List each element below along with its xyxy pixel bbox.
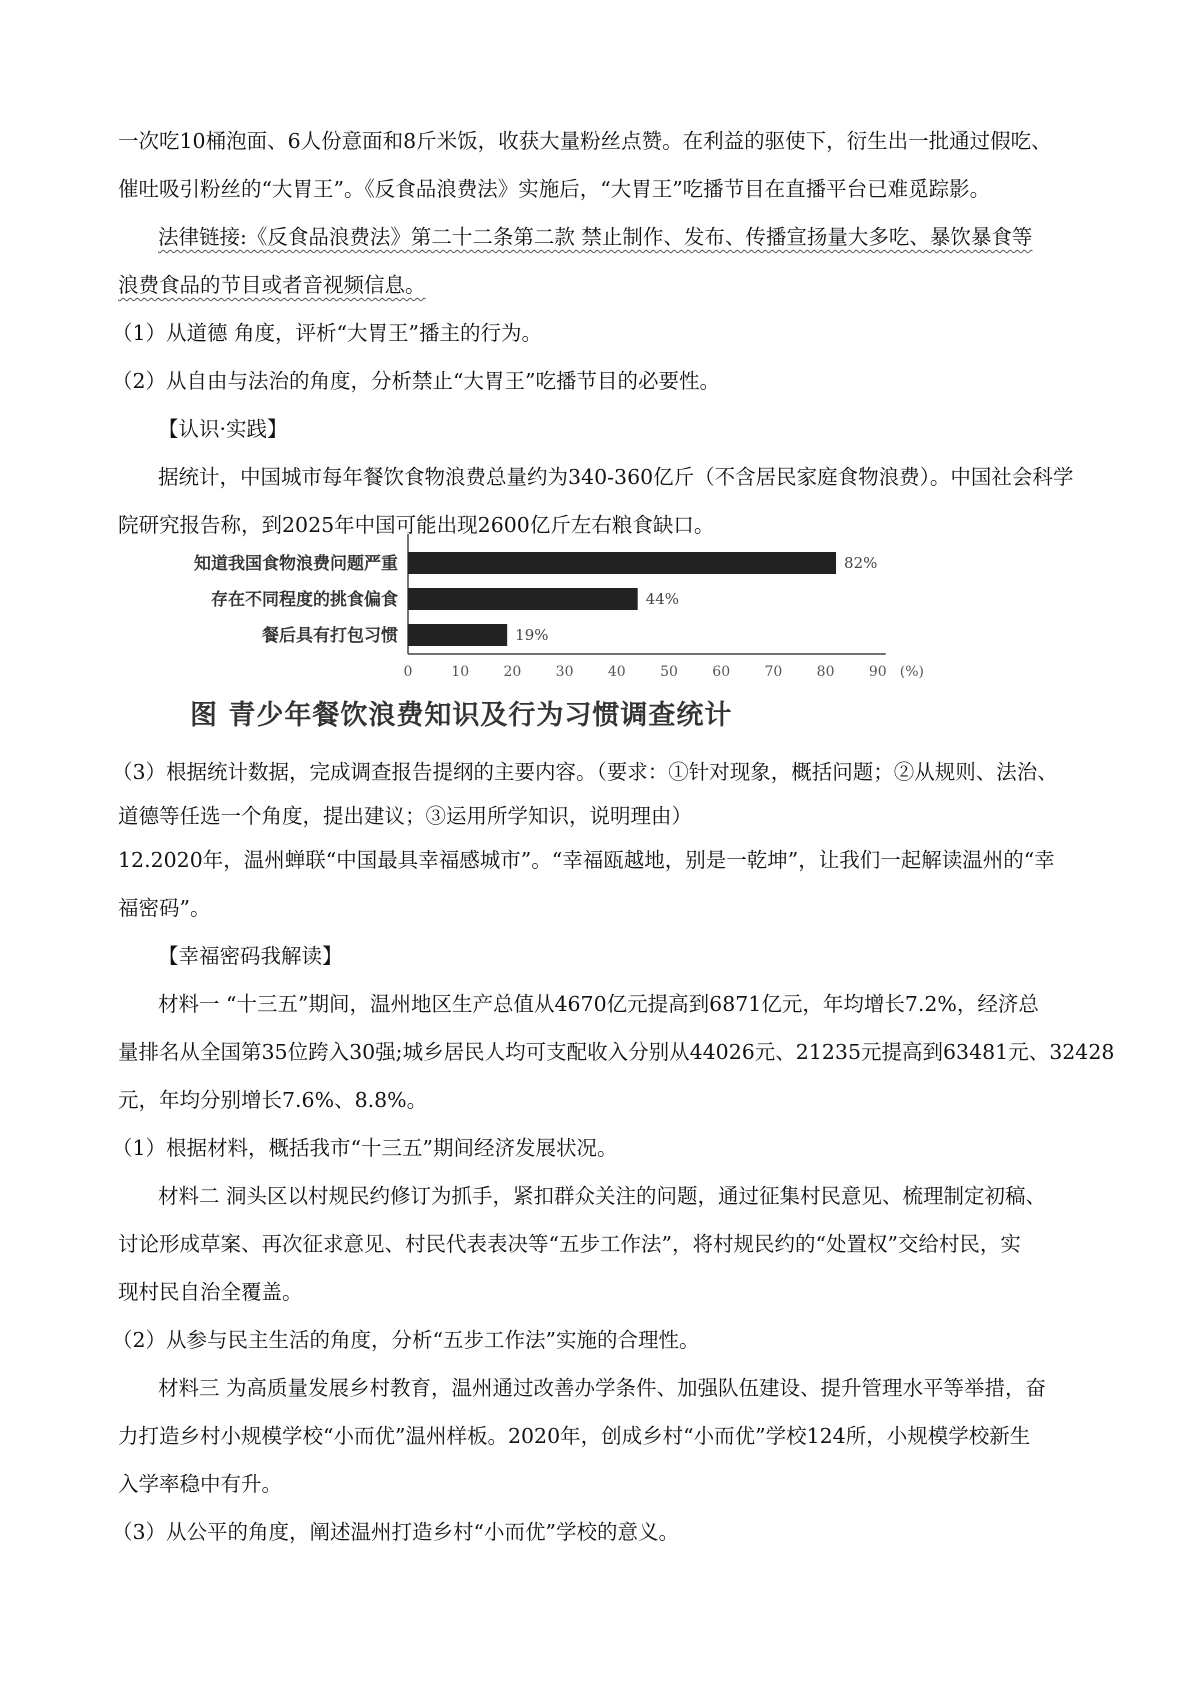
- chart-tick-label: 70: [764, 664, 783, 680]
- chart-bar: [408, 552, 836, 574]
- material-1-line: 元，年均分别增长7.6%、8.8%。: [118, 1088, 428, 1112]
- law-link-line: 浪费食品的节目或者音视频信息。: [118, 273, 426, 297]
- section-heading: 【认识·实践】: [158, 417, 288, 441]
- paragraph-line: 催吐吸引粉丝的“大胃王”。《反食品浪费法》实施后，“大胃王”吃播节目在直播平台已难觅踪影。: [118, 177, 991, 201]
- chart-tick-label: 30: [555, 664, 574, 680]
- material-3-line: 力打造乡村小规模学校“小而优”温州样板。2020年，创成乡村“小而优”学校124所，小规模学校新生: [118, 1424, 1031, 1448]
- chart-category-label: 餐后具有打包习惯: [262, 626, 398, 646]
- question-3-line: 道德等任选一个角度，提出建议；③运用所学知识，说明理由）: [118, 804, 692, 828]
- chart-bar: [408, 624, 507, 646]
- chart-tick-label: 90: [868, 664, 887, 680]
- question-3-line: （3）根据统计数据，完成调查报告提纲的主要内容。（要求：①针对现象，概括问题；②从规则、法治、: [112, 760, 1058, 784]
- material-2-line: 材料二 洞头区以村规民约修订为抓手，紧扣群众关注的问题，通过征集村民意见、梳理制定初稿、: [158, 1184, 1047, 1208]
- section-heading: 【幸福密码我解读】: [158, 944, 343, 968]
- statistics-line: 院研究报告称，到2025年中国可能出现2600亿斤左右粮食缺口。: [118, 513, 715, 537]
- question-12-line: 福密码”。: [118, 896, 211, 920]
- chart-tick-label: 10: [451, 664, 470, 680]
- question-1: （1）从道德 角度，评析“大胃王”播主的行为。: [112, 321, 543, 345]
- chart-tick-label: 80: [816, 664, 835, 680]
- law-link-line: 法律链接:《反食品浪费法》第二十二条第二款 禁止制作、发布、传播宣扬量大多吃、暴饮暴食等: [158, 225, 1033, 249]
- statistics-line: 据统计，中国城市每年餐饮食物浪费总量约为340-360亿斤（不含居民家庭食物浪费）。中国社会科学: [158, 465, 1074, 489]
- material-1-line: 材料一 “十三五”期间，温州地区生产总值从4670亿元提高到6871亿元，年均增长7.2%，经济总: [158, 992, 1039, 1016]
- chart-tick-label: 20: [503, 664, 522, 680]
- chart-x-unit: (%): [899, 664, 925, 680]
- material-2-line: 讨论形成草案、再次征求意见、村民代表表决等“五步工作法”，将村规民约的“处置权”交给村民，实: [118, 1232, 1021, 1256]
- material-2-line: 现村民自治全覆盖。: [118, 1280, 303, 1304]
- chart-value-label: 19%: [515, 626, 549, 644]
- question-12-2: （2）从参与民主生活的角度，分析“五步工作法”实施的合理性。: [112, 1328, 700, 1352]
- paragraph-line: 一次吃10桶泡面、6人份意面和8斤米饭，收获大量粉丝点赞。在利益的驱使下，衍生出一批通过假吃、: [118, 129, 1052, 153]
- chart-category-label: 存在不同程度的挑食偏食: [211, 590, 398, 610]
- chart-tick-label: 40: [607, 664, 626, 680]
- chart-title: 图 青少年餐饮浪费知识及行为习惯调查统计: [190, 700, 733, 731]
- material-3-line: 入学率稳中有升。: [118, 1472, 282, 1496]
- question-12-1: （1）根据材料，概括我市“十三五”期间经济发展状况。: [112, 1136, 618, 1160]
- chart-value-label: 82%: [844, 554, 878, 572]
- chart-tick-label: 0: [403, 664, 413, 680]
- bar-chart-svg: [118, 532, 958, 692]
- chart-tick-label: 60: [712, 664, 731, 680]
- material-1-line: 量排名从全国第35位跨入30强;城乡居民人均可支配收入分别从44026元、21235元提高到63481元、32428: [118, 1040, 1115, 1064]
- chart-value-label: 44%: [645, 590, 680, 608]
- chart-category-label: 知道我国食物浪费问题严重: [194, 554, 398, 574]
- chart-bar: [408, 588, 638, 610]
- material-3-line: 材料三 为高质量发展乡村教育，温州通过改善办学条件、加强队伍建设、提升管理水平等举措，奋: [158, 1376, 1047, 1400]
- question-2: （2）从自由与法治的角度，分析禁止“大胃王”吃播节目的必要性。: [112, 369, 721, 393]
- chart-tick-label: 50: [660, 664, 678, 680]
- question-12-line: 12.2020年，温州蝉联“中国最具幸福感城市”。“幸福瓯越地，别是一乾坤”，让我们一起解读温州的“幸: [118, 848, 1055, 872]
- question-12-3: （3）从公平的角度，阐述温州打造乡村“小而优”学校的意义。: [112, 1520, 680, 1544]
